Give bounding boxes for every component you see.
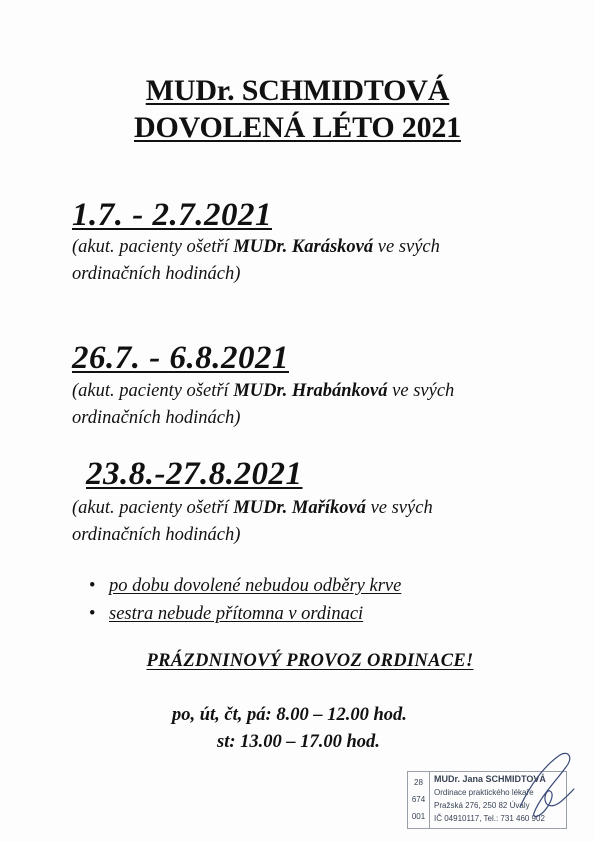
note-prefix: (akut. pacienty ošetří [72,498,234,518]
stamp-line: Ordinace praktického lékaře [434,788,534,797]
note-suffix: ve svých [365,498,433,518]
notice-list [89,572,401,628]
period-2-note [72,378,552,432]
note-prefix: (akut. pacienty ošetří [72,381,234,401]
period-2-date: 26.7. - 6.8.2021 [72,340,289,376]
note-line-2: ordinačních hodinách) [72,264,241,284]
doctor-title: MUDr. SCHMIDTOVÁ [145,74,450,107]
list-item: • po dobu dovolené nebudou odběry krve [89,572,401,600]
note-line-2: ordinačních hodinách) [72,408,241,428]
hours-line-2: st: 13.00 – 17.00 hod. [217,732,380,752]
period-3-note [72,495,552,549]
substitute-doctor: MUDr. Maříková [233,498,366,518]
substitute-doctor: MUDr. Hrabánková [233,381,388,401]
stamp-line: Pražská 276, 250 82 Úvaly [434,801,530,810]
summer-hours-headline: PRÁZDNINOVÝ PROVOZ ORDINACE! [146,651,474,671]
stamp-number: 28 674 001 [408,772,430,828]
period-3-date: 23.8.-27.8.2021 [86,456,303,492]
substitute-doctor: MUDr. Karásková [233,237,374,257]
stamp-name: MUDr. Jana SCHMIDTOVÁ [434,774,546,784]
vacation-title: DOVOLENÁ LÉTO 2021 [134,111,461,144]
note-line-2: ordinačních hodinách) [72,525,241,545]
note-prefix: (akut. pacienty ošetří [72,237,234,257]
stamp-line: IČ 04910117, Tel.: 731 460 902 [434,814,545,823]
period-1-date: 1.7. - 2.7.2021 [72,197,272,233]
period-1-note [72,234,552,288]
hours-line-1: po, út, čt, pá: 8.00 – 12.00 hod. [172,705,407,725]
note-suffix: ve svých [387,381,455,401]
list-item: • sestra nebude přítomna v ordinaci [89,600,401,628]
handwritten-signature [490,745,580,825]
note-suffix: ve svých [373,237,440,257]
